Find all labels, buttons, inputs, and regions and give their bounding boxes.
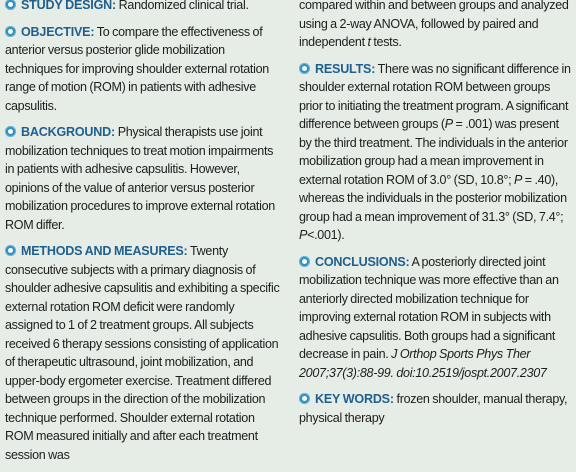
methods-continued-t: t <box>367 35 371 49</box>
section-conclusions <box>299 253 571 383</box>
circle-bullet-icon <box>5 0 16 10</box>
section-background <box>5 123 280 234</box>
study-design-text: Randomized clinical trial. <box>118 0 249 12</box>
section-methods-continued <box>299 0 571 52</box>
section-results <box>299 60 571 245</box>
section-key-words <box>299 390 571 427</box>
left-column <box>5 0 280 472</box>
circle-bullet-icon <box>299 63 310 74</box>
objective-heading: OBJECTIVE: <box>21 24 95 39</box>
background-heading: BACKGROUND: <box>21 125 115 139</box>
results-p2: P <box>514 172 523 187</box>
background-text: Physical therapists use joint mobilization techniques to treat motion impairments in patients with adhesive capsulitis. However, opinions of the value of anterior versus posterior mobilization procedures to improve external rotation ROM differ. <box>5 125 275 232</box>
methods-text: Twenty consecutive subjects with a primary diagnosis of shoulder adhesive capsulitis and exhibiting a specific external rotation ROM deficit were randomly assigned to 1 of 2 treatment groups. All subjects received 6 therapy sessions consisting of application of therapeutic ultrasound, joint mobilization, and upper-body ergometer exercise. Treatment differed between groups in the direction of the mobilization technique performed. Shoulder external rotation ROM measured initially and after each treatment session was <box>5 244 280 462</box>
objective-text: To compare the effectiveness of anterior versus posterior glide mobilization techniques for improving shoulder external rotation range of motion (ROM) in patients with adhesive capsulitis. <box>5 24 269 113</box>
results-heading: RESULTS: <box>315 61 376 76</box>
circle-bullet-icon <box>5 126 16 137</box>
conclusions-citation: J Orthop Sports Phys Ther 2007;37(3):88-99. doi:10.2519/jospt.2007.2307 <box>299 347 547 380</box>
results-text-c: = .40), whereas the individuals in the posterior mobilization group had a mean improvement of 31.3° (SD, 7.4°; <box>299 172 567 224</box>
circle-bullet-icon <box>299 256 310 267</box>
study-design-heading: STUDY DESIGN: <box>21 0 116 12</box>
section-methods <box>5 242 280 464</box>
methods-heading: METHODS AND MEASURES: <box>21 244 188 258</box>
results-text-d: <.001). <box>307 228 345 242</box>
circle-bullet-icon <box>5 26 16 37</box>
results-text-a: There was no significant difference in shoulder external rotation ROM between groups prior to initiating the treatment program. A significant difference between groups ( <box>299 61 571 131</box>
results-p1: P <box>444 117 453 131</box>
circle-bullet-icon <box>5 245 16 256</box>
conclusions-text: A posteriorly directed joint mobilization technique was more effective than an anteriorly directed mobilization technique for improving external rotation ROM in subjects with adhesive capsulitis. Both groups had a significant decrease in pain. <box>299 254 559 361</box>
right-column <box>299 0 571 435</box>
methods-continued-text-a: compared within and between groups and analyzed using a 2-way ANOVA, followed by paired and independent <box>299 0 569 49</box>
section-study-design <box>5 0 280 15</box>
results-text-b: = .001) was present by the third treatment. The individuals in the anterior mobilization group had a mean improvement in external rotation ROM of 3.0° (SD, 10.8°; <box>299 117 568 187</box>
section-objective <box>5 23 280 116</box>
key-words-heading: KEY WORDS: <box>315 392 394 406</box>
methods-continued-text-b: tests. <box>370 35 402 49</box>
circle-bullet-icon <box>299 393 310 404</box>
key-words-text: frozen shoulder, manual therapy, physical therapy <box>299 392 568 425</box>
conclusions-heading: CONCLUSIONS: <box>315 254 410 269</box>
results-p3: P <box>299 228 308 242</box>
